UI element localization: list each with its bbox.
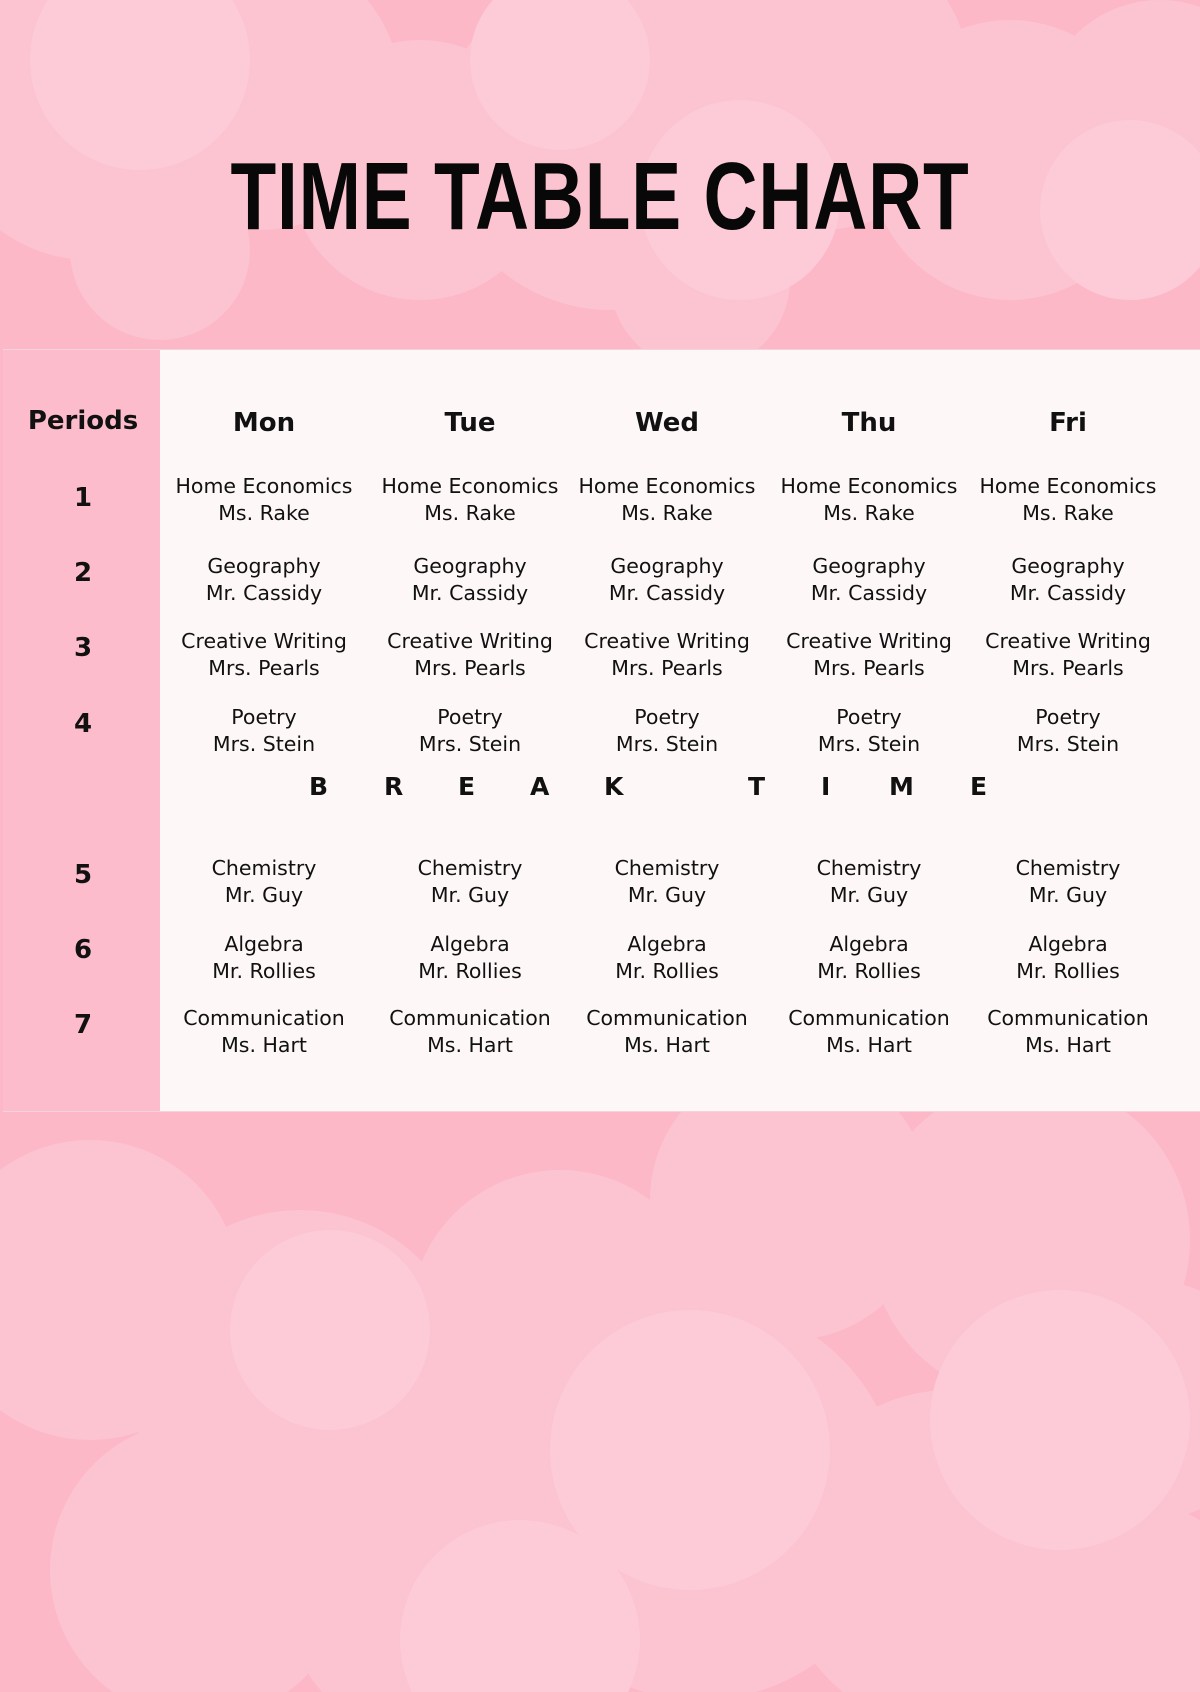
teacher-name: Mrs. Stein	[212, 732, 316, 756]
teacher-name: Ms. Rake	[424, 501, 516, 525]
schedule-cell	[567, 473, 767, 527]
subject-name: Poetry	[1035, 705, 1101, 729]
day-header-fri: Fri	[1049, 408, 1087, 438]
subject-name: Creative Writing	[387, 629, 553, 653]
teacher-name: Mr. Rollies	[817, 959, 921, 983]
page-title: TIME TABLE CHART	[230, 143, 970, 250]
teacher-name: Ms. Rake	[218, 501, 310, 525]
schedule-cell	[769, 855, 969, 909]
subject-name: Chemistry	[1015, 856, 1121, 880]
teacher-name: Mr. Guy	[430, 883, 510, 907]
period-number: 3	[73, 633, 93, 663]
subject-name: Poetry	[634, 705, 700, 729]
teacher-name: Mrs. Stein	[817, 732, 921, 756]
schedule-cell	[769, 553, 969, 607]
schedule-cell	[968, 473, 1168, 527]
schedule-cell	[769, 628, 969, 682]
teacher-name: Mrs. Stein	[418, 732, 522, 756]
subject-name: Communication	[389, 1006, 551, 1030]
subject-name: Home Economics	[780, 474, 958, 498]
subject-name: Communication	[183, 1006, 345, 1030]
subject-name: Geography	[610, 554, 724, 578]
schedule-cell	[567, 553, 767, 607]
break-time-letter: B	[309, 772, 329, 801]
break-time-letter: A	[530, 772, 550, 801]
day-header-wed: Wed	[635, 408, 699, 438]
break-time-letter: M	[889, 772, 914, 801]
teacher-name: Ms. Hart	[1025, 1033, 1111, 1057]
schedule-cell	[968, 553, 1168, 607]
subject-name: Chemistry	[816, 856, 922, 880]
teacher-name: Mr. Cassidy	[608, 581, 726, 605]
schedule-cell	[164, 473, 364, 527]
teacher-name: Mr. Cassidy	[810, 581, 928, 605]
subject-name: Geography	[812, 554, 926, 578]
subject-name: Algebra	[224, 932, 304, 956]
teacher-name: Mrs. Pearls	[813, 656, 925, 680]
schedule-cell	[769, 1005, 969, 1059]
day-header-mon: Mon	[232, 408, 296, 438]
teacher-name: Mrs. Stein	[615, 732, 719, 756]
subject-name: Poetry	[231, 705, 297, 729]
schedule-cell	[968, 628, 1168, 682]
schedule-cell	[370, 553, 570, 607]
teacher-name: Mr. Rollies	[615, 959, 719, 983]
schedule-cell	[164, 855, 364, 909]
schedule-cell	[164, 931, 364, 985]
subject-name: Chemistry	[614, 856, 720, 880]
schedule-cell	[370, 473, 570, 527]
schedule-cell	[567, 704, 767, 758]
teacher-name: Mr. Guy	[627, 883, 707, 907]
periods-header: Periods	[27, 406, 139, 436]
day-header-tue: Tue	[444, 408, 496, 438]
schedule-cell	[567, 855, 767, 909]
teacher-name: Mr. Cassidy	[1009, 581, 1127, 605]
teacher-name: Ms. Rake	[823, 501, 915, 525]
subject-name: Communication	[987, 1006, 1149, 1030]
teacher-name: Mrs. Stein	[1016, 732, 1120, 756]
subject-name: Geography	[413, 554, 527, 578]
teacher-name: Ms. Rake	[1022, 501, 1114, 525]
subject-name: Home Economics	[175, 474, 353, 498]
subject-name: Creative Writing	[181, 629, 347, 653]
teacher-name: Mrs. Pearls	[611, 656, 723, 680]
subject-name: Geography	[207, 554, 321, 578]
break-time-letter: E	[970, 772, 988, 801]
subject-name: Algebra	[1028, 932, 1108, 956]
break-time-letter: R	[384, 772, 404, 801]
subject-name: Algebra	[430, 932, 510, 956]
subject-name: Creative Writing	[985, 629, 1151, 653]
subject-name: Home Economics	[578, 474, 756, 498]
period-number: 7	[73, 1010, 93, 1040]
schedule-cell	[769, 704, 969, 758]
subject-name: Geography	[1011, 554, 1125, 578]
subject-name: Creative Writing	[584, 629, 750, 653]
break-time-letter: T	[748, 772, 766, 801]
subject-name: Home Economics	[979, 474, 1157, 498]
teacher-name: Mr. Rollies	[418, 959, 522, 983]
period-number: 6	[73, 935, 93, 965]
schedule-cell	[164, 704, 364, 758]
teacher-name: Mr. Rollies	[1016, 959, 1120, 983]
schedule-cell	[567, 1005, 767, 1059]
subject-name: Algebra	[627, 932, 707, 956]
schedule-cell	[567, 931, 767, 985]
break-time-letter: I	[821, 772, 831, 801]
period-number: 5	[73, 860, 93, 890]
schedule-cell	[968, 704, 1168, 758]
teacher-name: Ms. Hart	[427, 1033, 513, 1057]
teacher-name: Mr. Guy	[1028, 883, 1108, 907]
schedule-cell	[968, 931, 1168, 985]
subject-name: Communication	[788, 1006, 950, 1030]
schedule-cell	[968, 855, 1168, 909]
schedule-cell	[370, 855, 570, 909]
schedule-cell	[370, 704, 570, 758]
teacher-name: Ms. Hart	[221, 1033, 307, 1057]
schedule-cell	[370, 628, 570, 682]
schedule-cell	[370, 1005, 570, 1059]
teacher-name: Mr. Cassidy	[205, 581, 323, 605]
teacher-name: Mrs. Pearls	[208, 656, 320, 680]
teacher-name: Mr. Guy	[224, 883, 304, 907]
period-number: 1	[73, 483, 93, 513]
timetable-panel	[3, 349, 1200, 1112]
subject-name: Poetry	[437, 705, 503, 729]
teacher-name: Ms. Rake	[621, 501, 713, 525]
break-time-row	[3, 772, 1200, 812]
schedule-cell	[769, 473, 969, 527]
schedule-cell	[567, 628, 767, 682]
subject-name: Communication	[586, 1006, 748, 1030]
day-header-thu: Thu	[841, 408, 897, 438]
teacher-name: Mr. Guy	[829, 883, 909, 907]
schedule-cell	[968, 1005, 1168, 1059]
schedule-cell	[164, 1005, 364, 1059]
subject-name: Chemistry	[417, 856, 523, 880]
subject-name: Poetry	[836, 705, 902, 729]
schedule-cell	[164, 628, 364, 682]
teacher-name: Mrs. Pearls	[1012, 656, 1124, 680]
period-number: 2	[73, 558, 93, 588]
teacher-name: Mrs. Pearls	[414, 656, 526, 680]
break-time-letter: E	[458, 772, 476, 801]
schedule-cell	[164, 553, 364, 607]
subject-name: Creative Writing	[786, 629, 952, 653]
subject-name: Chemistry	[211, 856, 317, 880]
teacher-name: Ms. Hart	[624, 1033, 710, 1057]
subject-name: Home Economics	[381, 474, 559, 498]
subject-name: Algebra	[829, 932, 909, 956]
teacher-name: Ms. Hart	[826, 1033, 912, 1057]
period-number: 4	[73, 709, 93, 739]
teacher-name: Mr. Cassidy	[411, 581, 529, 605]
break-time-letter: K	[604, 772, 624, 801]
schedule-cell	[370, 931, 570, 985]
teacher-name: Mr. Rollies	[212, 959, 316, 983]
schedule-cell	[769, 931, 969, 985]
